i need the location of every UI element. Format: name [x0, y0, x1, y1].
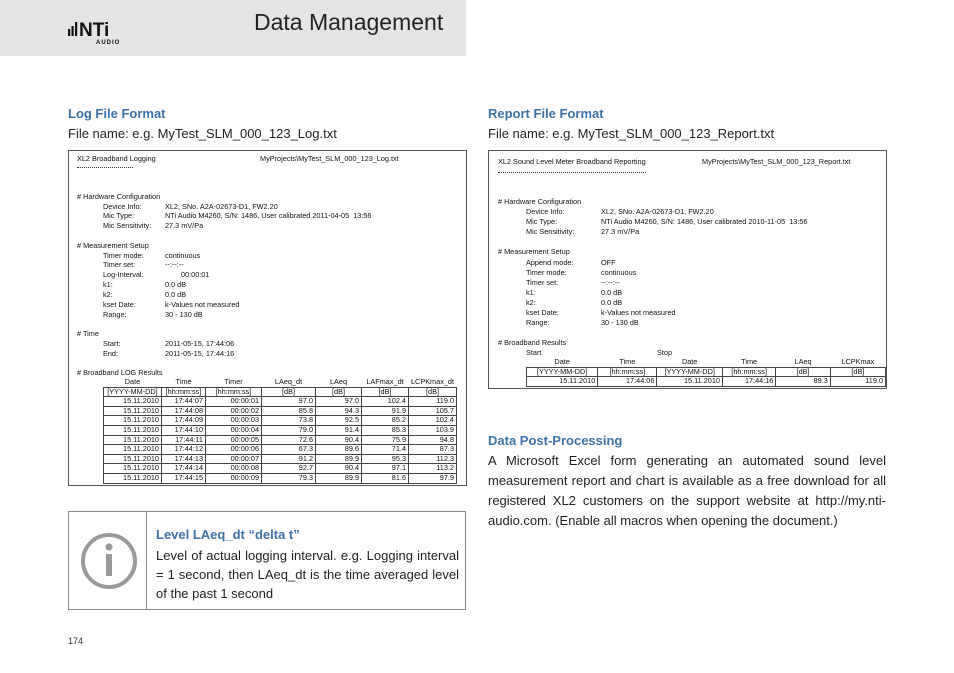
log-cell: 00:00:07	[206, 454, 262, 464]
log-cell: 79.3	[262, 473, 316, 483]
log-ms-value: 0.0 dB	[165, 290, 187, 299]
log-cell: 17:44:13	[162, 454, 206, 464]
log-ms-key: k2:	[103, 290, 113, 299]
report-ms-value: continuous	[601, 268, 637, 277]
report-cell: 119.0	[830, 377, 885, 387]
log-cell: 92.7	[262, 464, 316, 474]
log-cell: [dB]	[409, 387, 457, 397]
log-cell: 00:00:04	[206, 425, 262, 435]
log-cell: 112.3	[409, 454, 457, 464]
log-cell: LCPKmax_dt	[411, 377, 454, 386]
log-cell: 102.4	[409, 416, 457, 426]
log-cell: 90.4	[316, 435, 362, 445]
report-cell: Date	[681, 357, 698, 366]
report-cell: [hh:mm:ss]	[598, 367, 657, 377]
report-cell: LCPKmax	[841, 357, 875, 366]
page-title: Data Management	[254, 9, 444, 35]
log-cell: 73.8	[262, 416, 316, 426]
report-section-title: Report File Format	[488, 106, 604, 121]
log-cell: 92.5	[316, 416, 362, 426]
log-cell: 17:44:10	[162, 425, 206, 435]
log-hw-key: Mic Sensitivity:	[103, 221, 152, 230]
report-ms-key: Timer mode:	[526, 268, 567, 277]
log-cell: 67.3	[262, 445, 316, 455]
log-filename: File name: e.g. MyTest_SLM_000_123_Log.txt	[68, 126, 337, 141]
report-cell: [dB]	[776, 367, 830, 377]
report-hw-value: NTi Audio M4260, S/N: 1486, User calibrated 2010-11-05 13:56	[601, 217, 808, 226]
log-cell: 15.11.2010	[104, 406, 162, 416]
log-hw-key: Device Info:	[103, 202, 142, 211]
report-hw-key: Device Info:	[526, 207, 565, 216]
log-ms-key: Timer set:	[103, 260, 136, 269]
log-ms-value: continuous	[165, 251, 201, 260]
log-cell: 00:00:06	[206, 445, 262, 455]
report-cell: Time	[619, 357, 636, 366]
log-cell: 85.8	[262, 406, 316, 416]
report-start-label: Start	[526, 348, 542, 357]
report-hw-title: # Hardware Configuration	[498, 197, 582, 206]
log-data-row	[104, 464, 457, 474]
log-ms-key: k1:	[103, 280, 113, 289]
log-time-key: End:	[103, 349, 119, 358]
report-ms-value: OFF	[601, 258, 616, 267]
log-ms-title: # Measurement Setup	[77, 241, 149, 250]
log-section-title: Log File Format	[68, 106, 166, 121]
log-cell: 91.4	[316, 425, 362, 435]
log-header-row	[104, 378, 457, 387]
log-ms-value: 0.0 dB	[165, 280, 187, 289]
log-cell: 00:00:09	[206, 473, 262, 483]
report-cell: 89.3	[776, 377, 830, 387]
log-cell: 00:00:08	[206, 464, 262, 474]
log-cell: 15.11.2010	[104, 445, 162, 455]
log-cell: 95.3	[362, 454, 409, 464]
log-ms-key: Range:	[103, 310, 127, 319]
report-separator	[498, 172, 646, 173]
log-time-title: # Time	[77, 329, 99, 338]
log-ms-value: 30 - 130 dB	[165, 310, 203, 319]
info-divider	[146, 511, 147, 609]
log-cell: 00:00:05	[206, 435, 262, 445]
log-hw-key: Mic Type:	[103, 211, 135, 220]
report-ms-key: k2:	[526, 298, 536, 307]
log-cell: LAFmax_dt	[366, 377, 404, 386]
log-cell: 94.3	[316, 406, 362, 416]
log-cell: Date	[124, 377, 141, 386]
info-title: Level LAeq_dt “delta t”	[156, 527, 300, 542]
log-cell: [YYYY-MM-DD]	[104, 387, 162, 397]
log-ms-key: kset Date:	[103, 300, 136, 309]
log-cell: 17:44:14	[162, 464, 206, 474]
log-hw-value: XL2, SNo. A2A-02673-D1, FW2.20	[165, 202, 278, 211]
log-cell: 17:44:15	[162, 473, 206, 483]
log-cell: 15.11.2010	[104, 464, 162, 474]
log-time-key: Start:	[103, 339, 121, 348]
log-data-row	[104, 425, 457, 435]
log-cell: 00:00:01	[206, 397, 262, 407]
post-text: A Microsoft Excel form generating an automated sound level measurement report and chart is available as a free download for all registered XL2 customers on the support website at http://my.nti-audio.com. (Enable all macros when opening the document.)	[488, 453, 886, 528]
report-ms-value: 30 - 130 dB	[601, 318, 639, 327]
report-file-example	[488, 150, 887, 389]
report-ms-key: kset Date:	[526, 308, 559, 317]
report-hw-value: 27.3 mV/Pa	[601, 227, 640, 236]
log-cell: 17:44:08	[162, 406, 206, 416]
log-header-left: XL2 Broadband Logging	[77, 154, 156, 163]
report-results-title: # Broadband Results	[498, 338, 567, 347]
log-cell: 89.6	[316, 445, 362, 455]
log-cell: LAeq_dt	[274, 377, 303, 386]
report-ms-value: --:--:--	[601, 278, 620, 287]
log-cell: 90.4	[316, 464, 362, 474]
log-cell: 17:44:09	[162, 416, 206, 426]
log-time-value: 2011-05-15, 17:44:16	[165, 349, 235, 358]
log-cell: 15.11.2010	[104, 435, 162, 445]
report-ms-value: 0.0 dB	[601, 288, 623, 297]
report-filename: File name: e.g. MyTest_SLM_000_123_Report.txt	[488, 126, 775, 141]
log-results-table	[103, 378, 457, 484]
log-cell: [dB]	[362, 387, 409, 397]
report-header-left: XL2 Sound Level Meter Broadband Reporting	[498, 157, 646, 166]
report-hw-value: XL2, SNo. A2A-02673-D1, FW2.20	[601, 207, 714, 216]
log-cell: 105.7	[409, 406, 457, 416]
log-cell: 85.3	[362, 425, 409, 435]
log-cell: 79.0	[262, 425, 316, 435]
log-cell: 102.4	[362, 397, 409, 407]
log-hw-value: 27.3 mV/Pa	[165, 221, 204, 230]
report-ms-key: Append mode:	[526, 258, 574, 267]
post-section-title: Data Post-Processing	[488, 433, 623, 448]
log-cell: 97.0	[316, 397, 362, 407]
report-ms-key: k1:	[526, 288, 536, 297]
info-text: Level of actual logging interval. e.g. Logging interval = 1 second, then LAeq_dt is the time averaged level of the past 1 second	[156, 548, 459, 601]
info-icon	[80, 532, 138, 590]
log-ms-value: --:--:--	[165, 260, 184, 269]
report-cell: 15.11.2010	[657, 377, 723, 387]
log-cell: 00:00:03	[206, 416, 262, 426]
log-cell: 71.4	[362, 445, 409, 455]
report-hw-key: Mic Type:	[526, 217, 558, 226]
log-ms-value: k-Values not measured	[165, 300, 240, 309]
log-ms-key: Timer mode:	[103, 251, 144, 260]
log-cell: 17:44:12	[162, 445, 206, 455]
log-cell: 91.9	[362, 406, 409, 416]
report-ms-key: Timer set:	[526, 278, 559, 287]
report-ms-value: k-Values not measured	[601, 308, 676, 317]
log-cell: 85.2	[362, 416, 409, 426]
log-cell: 81.6	[362, 473, 409, 483]
report-cell: 17:44:06	[598, 377, 657, 387]
log-cell: 97.1	[362, 464, 409, 474]
report-data-row	[527, 377, 886, 387]
log-cell: 15.11.2010	[104, 416, 162, 426]
log-cell: [dB]	[262, 387, 316, 397]
report-cell: [YYYY-MM-DD]	[527, 367, 598, 377]
report-cell: Date	[554, 357, 570, 366]
report-ms-value: 0.0 dB	[601, 298, 623, 307]
report-cell: [YYYY-MM-DD]	[657, 367, 723, 377]
report-header-right: MyProjects\MyTest_SLM_000_123_Report.txt	[702, 157, 851, 166]
log-cell: 17:44:07	[162, 397, 206, 407]
report-cell: [dB]	[830, 367, 885, 377]
report-cell: 17:44:16	[722, 377, 775, 387]
log-file-example	[68, 150, 467, 486]
report-results-table	[526, 358, 886, 387]
log-cell: 97.9	[409, 473, 457, 483]
log-cell: 15.11.2010	[104, 397, 162, 407]
log-cell: [hh:mm:ss]	[206, 387, 262, 397]
log-cell: LAeq	[329, 377, 348, 386]
log-ms-value: 00:00:01	[181, 270, 210, 279]
log-hw-value: NTi Audio M4260, S/N: 1486, User calibrated 2011-04-05 13:56	[165, 211, 372, 220]
log-cell: 113.2	[409, 464, 457, 474]
log-cell: 119.0	[409, 397, 457, 407]
report-cell: Time	[741, 357, 758, 366]
log-cell: 15.11.2010	[104, 454, 162, 464]
nti-audio-logo	[68, 18, 130, 46]
log-cell: 89.9	[316, 454, 362, 464]
log-cell: 15.11.2010	[104, 425, 162, 435]
log-cell: 72.6	[262, 435, 316, 445]
log-cell: 17:44:11	[162, 435, 206, 445]
log-cell: 103.9	[409, 425, 457, 435]
log-cell: [hh:mm:ss]	[162, 387, 206, 397]
log-results-title: # Broadband LOG Results	[77, 368, 163, 377]
log-cell: Time	[175, 377, 192, 386]
log-header-right: MyProjects\MyTest_SLM_000_123_Log.txt	[260, 154, 399, 163]
log-ms-key: Log-Interval:	[103, 270, 144, 279]
log-separator	[77, 167, 133, 168]
log-cell: 15.11.2010	[104, 473, 162, 483]
logo-text: NTi	[79, 20, 110, 41]
log-cell: 89.9	[316, 473, 362, 483]
log-cell: 00:00:02	[206, 406, 262, 416]
report-header-row	[527, 358, 886, 367]
log-data-row	[104, 473, 457, 483]
report-cell: 15.11.2010	[527, 377, 598, 387]
page-number: 174	[68, 636, 84, 646]
log-time-value: 2011-05-15, 17:44:06	[165, 339, 235, 348]
logo-subtext: AUDIO	[96, 40, 121, 46]
log-data-row	[104, 397, 457, 407]
log-cell: Timer	[224, 377, 243, 386]
report-ms-key: Range:	[526, 318, 550, 327]
log-cell: 91.2	[262, 454, 316, 464]
report-cell: [hh:mm:ss]	[722, 367, 775, 377]
log-cell: [dB]	[316, 387, 362, 397]
log-cell: 94.8	[409, 435, 457, 445]
log-cell: 87.3	[409, 445, 457, 455]
log-cell: 97.0	[262, 397, 316, 407]
report-cell: LAeq	[794, 357, 812, 366]
log-cell: 75.9	[362, 435, 409, 445]
report-stop-label: Stop	[657, 348, 673, 357]
report-hw-key: Mic Sensitivity:	[526, 227, 575, 236]
report-ms-title: # Measurement Setup	[498, 247, 570, 256]
log-data-row	[104, 445, 457, 455]
log-hw-title: # Hardware Configuration	[77, 192, 161, 201]
